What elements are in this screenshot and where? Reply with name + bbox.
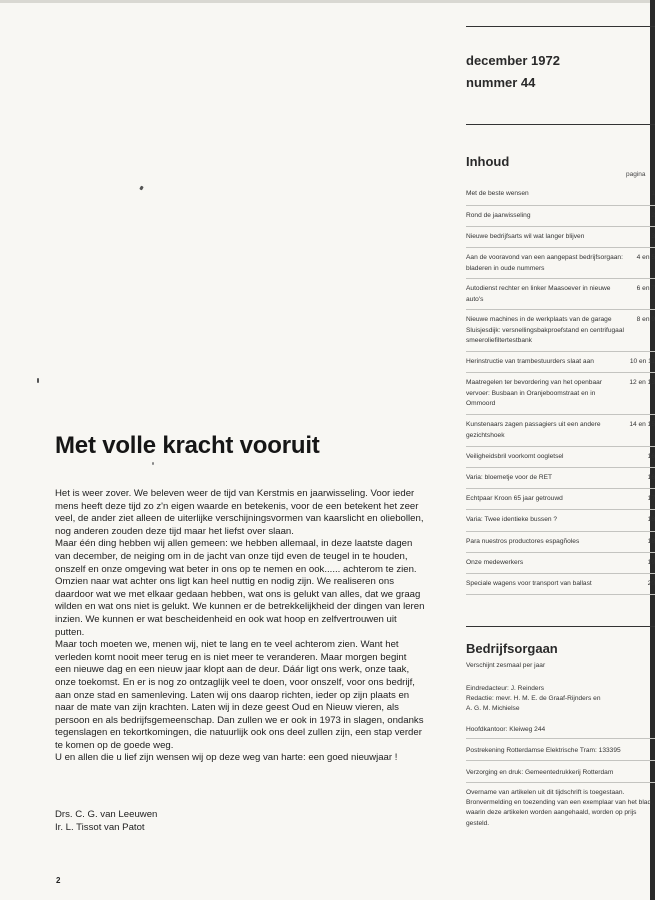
toc-item-title: Veiligheidsbril voorkomt oogletsel (466, 453, 564, 460)
toc-divider (466, 488, 655, 489)
scan-speck (139, 186, 144, 191)
toc-item-page: 17 (647, 495, 655, 502)
colophon-divider (466, 738, 655, 739)
toc-item-title: Rond de jaarwisseling (466, 212, 531, 219)
colophon-divider (466, 760, 655, 761)
colophon-credit-line: Eindredacteur: J. Reinders (466, 685, 545, 692)
colophon-credit-line: A. G. M. Michielse (466, 705, 520, 712)
toc-item-title: Kunstenaars zagen passagiers uit een andere gezichtshoek (466, 421, 601, 439)
colophon-credits (466, 684, 646, 714)
article-body (55, 488, 425, 765)
toc-divider (466, 552, 655, 553)
colophon-subtitle: Verschijnt zesmaal per jaar (466, 662, 546, 669)
toc-divider (466, 594, 655, 595)
toc-item-title: Echtpaar Kroon 65 jaar getrouwd (466, 495, 563, 502)
colophon-notice: Overname van artikelen uit dit tijdschrift is toegestaan. Bronvermelding en toezending van een exemplaar van het blad, waarin deze artikelen worden aangehaald, worden op prijs gesteld. (466, 789, 653, 827)
toc-item-title: Para nuestros productores espagñoles (466, 538, 580, 545)
toc-divider (466, 372, 655, 373)
scan-speck (152, 462, 154, 465)
toc-item-page: 16 (647, 453, 655, 460)
toc-item-page: 1 (651, 190, 655, 197)
article-paragraph: Het is weer zover. We beleven weer de tijd van Kerstmis en jaarwisseling. Voor ieder mens heeft deze tijd zo z'n eigen waarde en betekenis, voor de een betekent het zeer veel, de ander ziet alleen de uiterlijke verschijningsvormen van kaarslicht en oliebollen, nog anderen zouden deze tijd maar het liefst over slaan. (55, 488, 424, 537)
article-paragraph: U en allen die u lief zijn wensen wij op deze weg van harte: een goed nieuwjaar ! (55, 752, 398, 764)
toc-item-title: Varia: bloemetje voor de RET (466, 474, 553, 481)
toc-item-page: 8 en 9 (636, 316, 655, 323)
colophon-title: Bedrijfsorgaan (466, 641, 558, 656)
toc-top-rule (466, 124, 655, 125)
toc-page-label: pagina (626, 171, 646, 178)
top-rule (466, 26, 655, 27)
toc-item-page: 6 en 7 (636, 285, 655, 292)
article-paragraph: Maar één ding hebben wij allen gemeen: we hebben allemaal, in deze laatste dagen van december, de neiging om in de jacht van onze tijd even de teugel in te houden, onszelf en onze omgeving wat beter in ons op te nemen en ook...... achterom te zien. Omzien naar wat achter ons ligt kan heel nuttig en nodig zijn. We realiseren ons daardoor wat we met elkaar gedaan hebben, wat ons is gelukt van alles, dat we graag wilden en wat ons niet is gelukt. We kunnen er de betrekkelijkheid der dingen van leren inzien. We kunnen er wat bescheidenheid en ook wat hoop en zelfvertrouwen uit putten. (55, 538, 425, 638)
toc-divider (466, 446, 655, 447)
toc-divider (466, 278, 655, 279)
toc-item-title: Herinstructie van trambestuurders slaat aan (466, 358, 594, 365)
toc-item-page: 18 (647, 516, 655, 523)
toc-item-title: Autodienst rechter en linker Maasoever in nieuwe auto's (466, 285, 611, 303)
colophon-postal: Postrekening Rotterdamse Elektrische Tram: 133395 (466, 747, 621, 754)
toc-divider (466, 247, 655, 248)
toc-divider (466, 351, 655, 352)
signatory: Drs. C. G. van Leeuwen (55, 809, 158, 820)
signatory: Ir. L. Tissot van Patot (55, 821, 145, 833)
toc-item-page: 16 (647, 474, 655, 481)
toc-item-page: 19 (647, 559, 655, 566)
toc-item-page: 12 en 13 (629, 379, 655, 386)
toc-item-title: Onze medewerkers (466, 559, 524, 566)
toc-divider (466, 205, 655, 206)
toc-item-title: Nieuwe machines in de werkplaats van de garage Sluisjesdijk: versnellingsbakproefstand en centrifugaal smeeroliefiltertestbank (466, 316, 624, 344)
colophon-credit-line: Redactie: mevr. H. M. E. de Graaf-Rijnders en (466, 695, 601, 702)
toc-divider (466, 509, 655, 510)
toc-divider (466, 226, 655, 227)
article-paragraph: Maar toch moeten we, menen wij, niet te lang en te veel achterom zien. Want het verleden komt nooit meer terug en is niet meer te veranderen. Maar morgen begint een nieuwe dag en een nieuw jaar klopt aan de deur. Dáár ligt ons werk, onze taak, onze toekomst. En er is nog zo ontzaglijk veel te doen, voor onszelf, voor ons bedrijf, aan onze stad en samenleving. Laten wij ons daarop richten, ieder op zijn plaats en naar de mate van zijn krachten. Laten wij in deze geest Oud en Nieuw vieren, als persoon en als bedrijfsgemeenschap. Dan zullen we er ook in 1973 in slagen, ondanks tegenslagen en tekortkomingen, die natuurlijk ook ons deel zullen zijn, een stap verder te komen op de goede weg. (55, 639, 424, 751)
toc-item-page: 14 en 15 (629, 421, 655, 428)
colophon-printing: Verzorging en druk: Gemeentedrukkerij Rotterdam (466, 769, 614, 776)
issue-number: nummer 44 (466, 75, 536, 90)
colophon-top-rule (466, 626, 655, 627)
toc-divider (466, 414, 655, 415)
toc-item-title: Nieuwe bedrijfsarts wil wat langer blijven (466, 233, 585, 240)
scan-top-edge (0, 0, 655, 3)
toc-item-title: Varia: Twee identieke bussen ? (466, 516, 558, 523)
toc-title: Inhoud (466, 154, 510, 169)
issue-info (466, 50, 560, 94)
toc-item-title: Aan de vooravond van een aangepast bedrijfsorgaan: bladeren in oude nummers (466, 254, 623, 272)
colophon-office: Hoofdkantoor: Kleiweg 244 (466, 726, 546, 733)
article-headline: Met volle kracht vooruit (55, 432, 320, 459)
toc-item-page: 2 (651, 212, 655, 219)
toc-divider (466, 573, 655, 574)
toc-item-page: 20 (647, 580, 655, 587)
toc-item-page: 10 en 11 (629, 358, 655, 365)
article-signature (55, 809, 157, 834)
toc-item-title: Met de beste wensen (466, 190, 529, 197)
toc-item-title: Maatregelen ter bevordering van het openbaar vervoer: Busbaan in Oranjeboomstraat en in Ommoord (466, 379, 602, 407)
colophon-divider (466, 782, 655, 783)
toc-item-page: 3 (651, 233, 655, 240)
toc-item-page: 4 en 5 (636, 254, 655, 261)
scan-speck (37, 378, 39, 383)
toc-divider (466, 309, 655, 310)
toc-item-page: 18 (647, 538, 655, 545)
page-number: 2 (56, 876, 61, 885)
toc-divider (466, 531, 655, 532)
scan-right-edge (647, 0, 655, 900)
issue-date: december 1972 (466, 53, 560, 68)
toc-divider (466, 467, 655, 468)
toc-item-title: Speciale wagens voor transport van ballast (466, 580, 592, 587)
